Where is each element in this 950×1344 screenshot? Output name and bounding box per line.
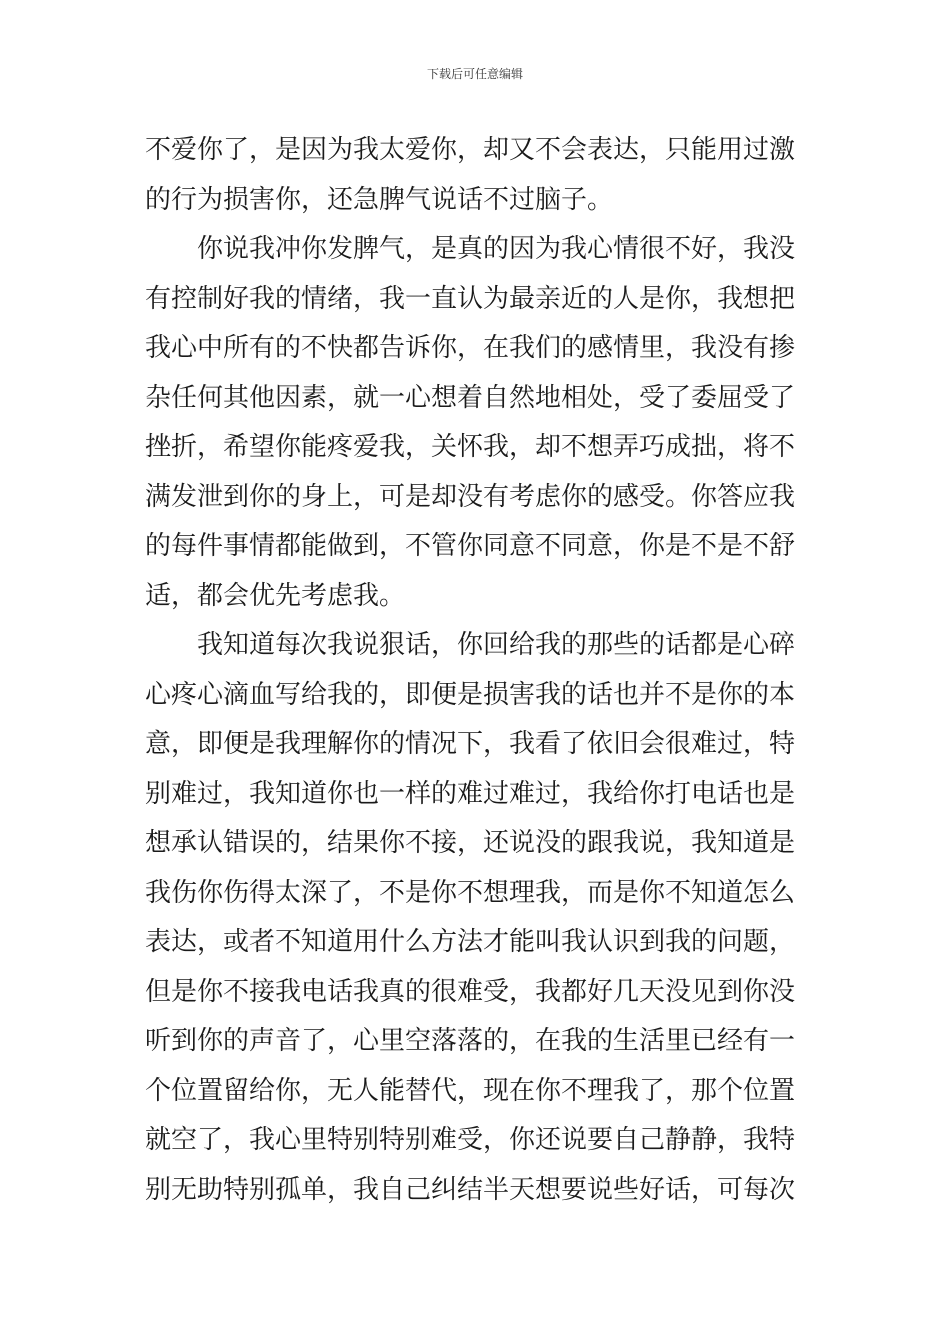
text-line: 有控制好我的情绪，我一直认为最亲近的人是你，我想把 bbox=[145, 284, 796, 314]
text-line: 但是你不接我电话我真的很难受，我都好几天没见到你没 bbox=[145, 977, 796, 1007]
text-line: 的行为损害你，还急脾气说话不过脑子。 bbox=[145, 185, 614, 215]
text-line: 表达，或者不知道用什么方法才能叫我认识到我的问题， bbox=[145, 927, 796, 957]
text-line: 我心中所有的不快都告诉你，在我们的感情里，我没有掺 bbox=[145, 333, 796, 363]
text-line: 杂任何其他因素，就一心想着自然地相处，受了委屈受了 bbox=[145, 383, 796, 413]
text-line: 挫折，希望你能疼爱我，关怀我，却不想弄巧成拙，将不 bbox=[145, 432, 796, 462]
text-line: 想承认错误的，结果你不接，还说没的跟我说，我知道是 bbox=[145, 828, 796, 858]
text-line: 别无助特别孤单，我自己纠结半天想要说些好话，可每次 bbox=[145, 1175, 796, 1205]
page-header: 下载后可任意编辑 bbox=[426, 67, 523, 81]
text-line: 适，都会优先考虑我。 bbox=[145, 581, 406, 611]
text-line: 我知道每次我说狠话，你回给我的那些的话都是心碎 bbox=[145, 630, 796, 660]
text-line: 的每件事情都能做到，不管你同意不同意，你是不是不舒 bbox=[145, 531, 796, 561]
text-line: 个位置留给你，无人能替代，现在你不理我了，那个位置 bbox=[145, 1076, 796, 1106]
text-line: 你说我冲你发脾气，是真的因为我心情很不好，我没 bbox=[145, 234, 796, 264]
text-line: 听到你的声音了，心里空落落的，在我的生活里已经有一 bbox=[145, 1026, 796, 1056]
text-line: 心疼心滴血写给我的，即便是损害我的话也并不是你的本 bbox=[145, 680, 796, 710]
text-line: 我伤你伤得太深了，不是你不想理我，而是你不知道怎么 bbox=[145, 878, 796, 908]
text-line: 就空了，我心里特别特别难受，你还说要自己静静，我特 bbox=[145, 1125, 796, 1155]
text-line: 满发泄到你的身上，可是却没有考虑你的感受。你答应我 bbox=[145, 482, 796, 512]
text-line: 不爱你了，是因为我太爱你，却又不会表达，只能用过激 bbox=[145, 135, 796, 165]
text-line: 别难过，我知道你也一样的难过难过，我给你打电话也是 bbox=[145, 779, 796, 809]
text-line: 意，即便是我理解你的情况下，我看了依旧会很难过，特 bbox=[145, 729, 796, 759]
